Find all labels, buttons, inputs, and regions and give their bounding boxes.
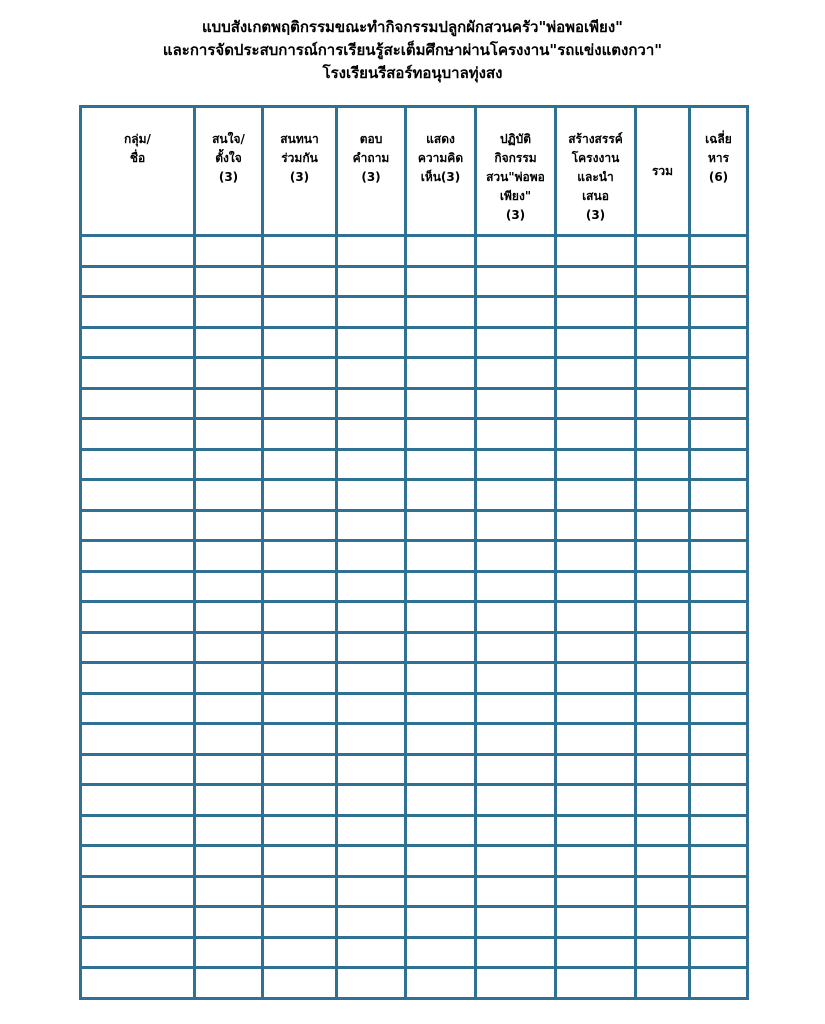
table-cell[interactable] (690, 510, 748, 541)
table-cell[interactable] (690, 449, 748, 480)
table-cell[interactable] (195, 327, 263, 358)
table-cell[interactable] (195, 907, 263, 938)
header-discussion: สนทนา ร่วมกัน (3) (263, 107, 337, 236)
table-cell[interactable] (476, 480, 556, 511)
table-cell[interactable] (636, 754, 690, 785)
table-cell[interactable] (195, 419, 263, 450)
table-cell[interactable] (337, 815, 406, 846)
table-cell[interactable] (337, 236, 406, 267)
table-cell[interactable] (81, 510, 195, 541)
table-cell[interactable] (263, 968, 337, 999)
table-cell[interactable] (81, 480, 195, 511)
table-cell[interactable] (81, 541, 195, 572)
table-cell[interactable] (81, 449, 195, 480)
table-cell[interactable] (556, 602, 636, 633)
table-cell[interactable] (636, 785, 690, 816)
table-body (81, 236, 748, 999)
table-cell[interactable] (195, 632, 263, 663)
table-cell[interactable] (337, 937, 406, 968)
table-cell[interactable] (690, 846, 748, 877)
table-cell[interactable] (263, 449, 337, 480)
table-cell[interactable] (337, 419, 406, 450)
table-cell[interactable] (556, 663, 636, 694)
table-cell[interactable] (556, 754, 636, 785)
table-row (81, 602, 748, 633)
table-cell[interactable] (690, 876, 748, 907)
table-cell[interactable] (690, 785, 748, 816)
table-cell[interactable] (690, 693, 748, 724)
table-cell[interactable] (636, 388, 690, 419)
title-line-3: โรงเรียนรีสอร์ทอนุบาลทุ่งสง (322, 64, 503, 82)
table-cell[interactable] (195, 602, 263, 633)
title-line-2: และการจัดประสบการณ์การเรียนรู้สะเต็มศึกษาผ่านโครงงาน"รถแข่งแตงกวา" (162, 41, 663, 59)
table-cell[interactable] (195, 724, 263, 755)
table-row (81, 663, 748, 694)
table-cell[interactable] (263, 480, 337, 511)
table-row (81, 266, 748, 297)
table-cell[interactable] (337, 968, 406, 999)
header-express-opinion: แสดง ความคิด เห็น(3) (406, 107, 476, 236)
table-cell[interactable] (406, 358, 476, 389)
table-cell[interactable] (690, 266, 748, 297)
table-cell[interactable] (636, 480, 690, 511)
table-cell[interactable] (636, 907, 690, 938)
table-cell[interactable] (263, 693, 337, 724)
table-cell[interactable] (263, 419, 337, 450)
table-cell[interactable] (636, 724, 690, 755)
table-cell[interactable] (690, 937, 748, 968)
table-cell[interactable] (636, 632, 690, 663)
table-cell[interactable] (406, 266, 476, 297)
table-cell[interactable] (337, 876, 406, 907)
table-row (81, 358, 748, 389)
table-cell[interactable] (195, 846, 263, 877)
table-cell[interactable] (263, 358, 337, 389)
table-cell[interactable] (81, 846, 195, 877)
table-cell[interactable] (337, 449, 406, 480)
table-cell[interactable] (690, 297, 748, 328)
table-cell[interactable] (476, 907, 556, 938)
table-row (81, 541, 748, 572)
table-cell[interactable] (195, 449, 263, 480)
header-group-name: กลุ่ม/ ชื่อ (81, 107, 195, 236)
table-cell[interactable] (337, 480, 406, 511)
table-cell[interactable] (406, 388, 476, 419)
table-cell[interactable] (690, 480, 748, 511)
table-cell[interactable] (556, 876, 636, 907)
table-cell[interactable] (406, 785, 476, 816)
table-cell[interactable] (556, 541, 636, 572)
table-cell[interactable] (406, 846, 476, 877)
table-cell[interactable] (636, 602, 690, 633)
table-cell[interactable] (406, 937, 476, 968)
table-cell[interactable] (690, 358, 748, 389)
table-cell[interactable] (476, 968, 556, 999)
table-cell[interactable] (195, 388, 263, 419)
table-cell[interactable] (690, 663, 748, 694)
table-cell[interactable] (476, 236, 556, 267)
table-cell[interactable] (690, 632, 748, 663)
table-cell[interactable] (406, 297, 476, 328)
table-row (81, 510, 748, 541)
observation-table (79, 105, 749, 1000)
table-cell[interactable] (636, 663, 690, 694)
table-cell[interactable] (263, 388, 337, 419)
table-row (81, 571, 748, 602)
table-row (81, 419, 748, 450)
table-cell[interactable] (406, 968, 476, 999)
table-cell[interactable] (476, 693, 556, 724)
table-cell[interactable] (195, 754, 263, 785)
table-cell[interactable] (476, 602, 556, 633)
table-cell[interactable] (476, 541, 556, 572)
table-cell[interactable] (556, 724, 636, 755)
table-cell[interactable] (81, 815, 195, 846)
table-cell[interactable] (337, 693, 406, 724)
table-cell[interactable] (81, 663, 195, 694)
table-cell[interactable] (406, 327, 476, 358)
table-cell[interactable] (337, 388, 406, 419)
header-answer-questions: ตอบ คำถาม (3) (337, 107, 406, 236)
table-cell[interactable] (690, 815, 748, 846)
table-cell[interactable] (337, 724, 406, 755)
table-cell[interactable] (636, 541, 690, 572)
table-cell[interactable] (476, 358, 556, 389)
table-cell[interactable] (690, 754, 748, 785)
table-cell[interactable] (195, 968, 263, 999)
table-cell[interactable] (636, 571, 690, 602)
table-cell[interactable] (690, 968, 748, 999)
table-cell[interactable] (195, 236, 263, 267)
table-cell[interactable] (406, 724, 476, 755)
table-cell[interactable] (476, 724, 556, 755)
table-row (81, 815, 748, 846)
table-cell[interactable] (81, 724, 195, 755)
table-cell[interactable] (690, 602, 748, 633)
table-cell[interactable] (81, 327, 195, 358)
table-row (81, 632, 748, 663)
table-cell[interactable] (556, 571, 636, 602)
table-cell[interactable] (690, 236, 748, 267)
table-cell[interactable] (81, 968, 195, 999)
table-row (81, 693, 748, 724)
table-cell[interactable] (476, 510, 556, 541)
table-cell[interactable] (556, 968, 636, 999)
table-cell[interactable] (406, 236, 476, 267)
document-title (0, 16, 825, 85)
table-cell[interactable] (337, 754, 406, 785)
table-cell[interactable] (195, 937, 263, 968)
table-cell[interactable] (195, 266, 263, 297)
table-cell[interactable] (476, 449, 556, 480)
table-cell[interactable] (476, 419, 556, 450)
table-cell[interactable] (263, 297, 337, 328)
table-row (81, 937, 748, 968)
table-cell[interactable] (476, 754, 556, 785)
table-cell[interactable] (406, 876, 476, 907)
table-cell[interactable] (556, 327, 636, 358)
table-cell[interactable] (337, 846, 406, 877)
table-row (81, 754, 748, 785)
table-cell[interactable] (406, 693, 476, 724)
table-cell[interactable] (476, 785, 556, 816)
table-cell[interactable] (690, 419, 748, 450)
table-cell[interactable] (263, 266, 337, 297)
table-cell[interactable] (476, 297, 556, 328)
table-cell[interactable] (337, 663, 406, 694)
table-cell[interactable] (337, 510, 406, 541)
table-cell[interactable] (476, 571, 556, 602)
table-cell[interactable] (263, 632, 337, 663)
title-line-1: แบบสังเกตพฤติกรรมขณะทำกิจกรรมปลูกผักสวนครัว"พ่อพอเพียง" (202, 18, 623, 36)
table-cell[interactable] (476, 266, 556, 297)
header-interest: สนใจ/ ตั้งใจ (3) (195, 107, 263, 236)
table-cell[interactable] (81, 571, 195, 602)
table-cell[interactable] (337, 541, 406, 572)
table-cell[interactable] (406, 541, 476, 572)
table-cell[interactable] (636, 358, 690, 389)
table-cell[interactable] (476, 937, 556, 968)
table-row (81, 907, 748, 938)
header-average: เฉลี่ย หาร (6) (690, 107, 748, 236)
table-row (81, 327, 748, 358)
table-cell[interactable] (81, 358, 195, 389)
table-cell[interactable] (406, 571, 476, 602)
table-cell[interactable] (556, 266, 636, 297)
table-cell[interactable] (337, 358, 406, 389)
table-row (81, 388, 748, 419)
table-cell[interactable] (195, 571, 263, 602)
table-cell[interactable] (556, 358, 636, 389)
table-cell[interactable] (556, 297, 636, 328)
table-cell[interactable] (263, 846, 337, 877)
table-cell[interactable] (476, 846, 556, 877)
table-cell[interactable] (81, 754, 195, 785)
table-cell[interactable] (556, 846, 636, 877)
table-cell[interactable] (556, 449, 636, 480)
table-cell[interactable] (690, 327, 748, 358)
table-cell[interactable] (636, 815, 690, 846)
table-cell[interactable] (406, 907, 476, 938)
header-garden-activity: ปฏิบัติ กิจกรรม สวน"พ่อพอ เพียง" (3) (476, 107, 556, 236)
table-cell[interactable] (195, 358, 263, 389)
header-row (81, 107, 748, 236)
table-cell[interactable] (556, 937, 636, 968)
table-cell[interactable] (81, 632, 195, 663)
table-cell[interactable] (690, 388, 748, 419)
table-cell[interactable] (81, 388, 195, 419)
table-cell[interactable] (406, 754, 476, 785)
table-cell[interactable] (636, 876, 690, 907)
table-cell[interactable] (556, 907, 636, 938)
table-cell[interactable] (195, 510, 263, 541)
table-cell[interactable] (263, 602, 337, 633)
table-cell[interactable] (263, 663, 337, 694)
table-cell[interactable] (556, 388, 636, 419)
table-cell[interactable] (263, 937, 337, 968)
table-cell[interactable] (263, 815, 337, 846)
table-cell[interactable] (195, 815, 263, 846)
table-cell[interactable] (337, 907, 406, 938)
table-cell[interactable] (263, 876, 337, 907)
table-cell[interactable] (556, 632, 636, 663)
table-cell[interactable] (81, 907, 195, 938)
table-cell[interactable] (636, 449, 690, 480)
table-row (81, 449, 748, 480)
table-row (81, 480, 748, 511)
table-cell[interactable] (636, 266, 690, 297)
table-cell[interactable] (195, 663, 263, 694)
table-cell[interactable] (195, 297, 263, 328)
table-cell[interactable] (406, 632, 476, 663)
table-cell[interactable] (195, 693, 263, 724)
table-cell[interactable] (81, 937, 195, 968)
table-cell[interactable] (406, 815, 476, 846)
table-cell[interactable] (476, 388, 556, 419)
table-cell[interactable] (263, 571, 337, 602)
table-cell[interactable] (556, 236, 636, 267)
table-cell[interactable] (556, 693, 636, 724)
table-cell[interactable] (263, 754, 337, 785)
table-cell[interactable] (263, 907, 337, 938)
table-row (81, 724, 748, 755)
table-cell[interactable] (636, 968, 690, 999)
table-cell[interactable] (337, 602, 406, 633)
table-cell[interactable] (690, 907, 748, 938)
table-cell[interactable] (690, 541, 748, 572)
table-cell[interactable] (556, 815, 636, 846)
table-cell[interactable] (406, 663, 476, 694)
table-cell[interactable] (636, 510, 690, 541)
table-cell[interactable] (337, 327, 406, 358)
table-cell[interactable] (195, 541, 263, 572)
table-cell[interactable] (476, 815, 556, 846)
table-row (81, 876, 748, 907)
table-cell[interactable] (690, 724, 748, 755)
table-row (81, 785, 748, 816)
table-cell[interactable] (556, 785, 636, 816)
table-cell[interactable] (81, 266, 195, 297)
table-cell[interactable] (406, 480, 476, 511)
table-cell[interactable] (476, 876, 556, 907)
table-cell[interactable] (195, 480, 263, 511)
table-cell[interactable] (81, 602, 195, 633)
table-cell[interactable] (636, 937, 690, 968)
table-cell[interactable] (476, 663, 556, 694)
table-cell[interactable] (263, 236, 337, 267)
table-cell[interactable] (406, 449, 476, 480)
table-row (81, 846, 748, 877)
header-total: รวม (636, 107, 690, 236)
table-cell[interactable] (337, 785, 406, 816)
table-cell[interactable] (337, 266, 406, 297)
table-cell[interactable] (406, 510, 476, 541)
table-cell[interactable] (81, 693, 195, 724)
table-cell[interactable] (556, 419, 636, 450)
table-cell[interactable] (476, 327, 556, 358)
table-cell[interactable] (81, 419, 195, 450)
header-project-presentation: สร้างสรรค์ โครงงาน และนำ เสนอ (3) (556, 107, 636, 236)
table-cell[interactable] (81, 236, 195, 267)
table-cell[interactable] (195, 876, 263, 907)
table-cell[interactable] (556, 480, 636, 511)
table-cell[interactable] (636, 419, 690, 450)
table-cell[interactable] (195, 785, 263, 816)
table-cell[interactable] (263, 510, 337, 541)
table-cell[interactable] (636, 846, 690, 877)
table-cell[interactable] (406, 419, 476, 450)
table-cell[interactable] (636, 297, 690, 328)
table-cell[interactable] (636, 236, 690, 267)
table-cell[interactable] (636, 693, 690, 724)
table-cell[interactable] (556, 510, 636, 541)
table-cell[interactable] (263, 724, 337, 755)
table-cell[interactable] (337, 571, 406, 602)
table-cell[interactable] (337, 632, 406, 663)
table-cell[interactable] (636, 327, 690, 358)
table-cell[interactable] (81, 785, 195, 816)
table-cell[interactable] (337, 297, 406, 328)
table-cell[interactable] (81, 297, 195, 328)
table-cell[interactable] (263, 327, 337, 358)
table-cell[interactable] (406, 602, 476, 633)
table-cell[interactable] (263, 541, 337, 572)
table-row (81, 236, 748, 267)
table-row (81, 968, 748, 999)
table-cell[interactable] (690, 571, 748, 602)
table-cell[interactable] (81, 876, 195, 907)
table-cell[interactable] (476, 632, 556, 663)
table-cell[interactable] (263, 785, 337, 816)
table-row (81, 297, 748, 328)
